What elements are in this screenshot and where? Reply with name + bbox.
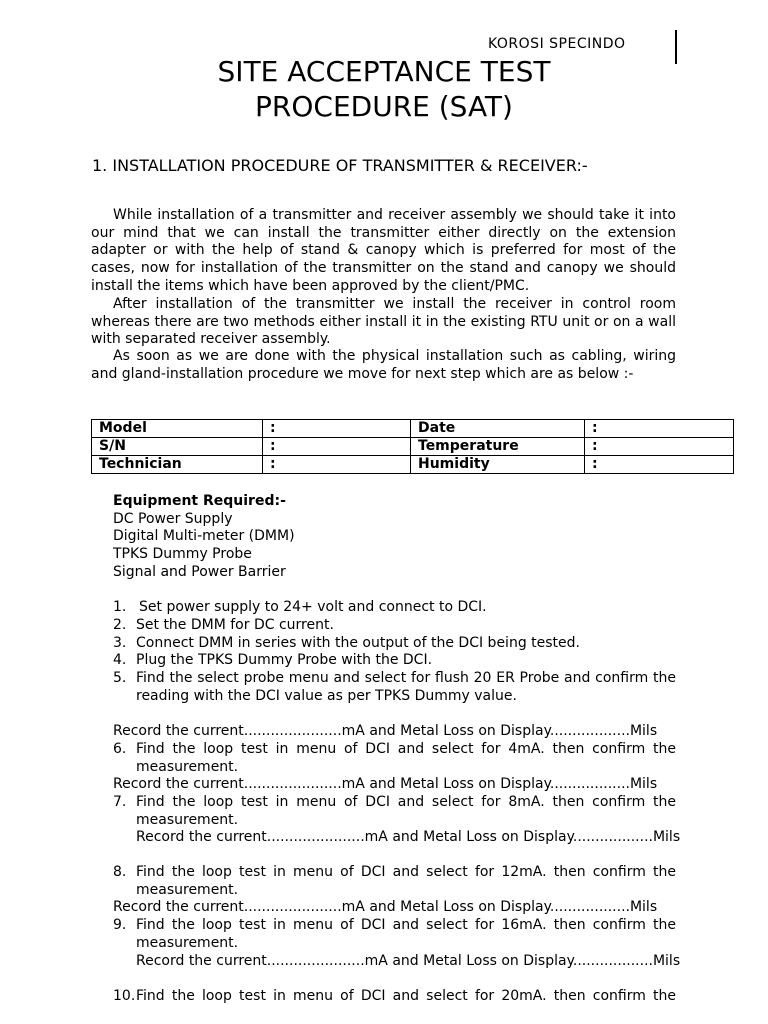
document-title-line1: SITE ACCEPTANCE TEST [217, 55, 551, 88]
record-line: Record the current......................mA and Metal Loss on Display..................Mils [113, 723, 658, 739]
step-text: Find the select probe menu and select for flush 20 ER Probe and confirm the reading with the DCI value as per TPKS Dummy value. [136, 670, 676, 704]
table-row [92, 438, 734, 456]
model-value: : [263, 420, 411, 438]
step-8 [113, 864, 676, 899]
paragraph-installation: While installation of a transmitter and receiver assembly we should take it into our mind that we can install the transmitter either directly on the extension adapter or with the help of stand & canopy which is preferred for most of the cases, now for installation of the transmitter on the stand and canopy we should install the items which have been approved by the client/PMC. [91, 207, 676, 294]
step-7 [113, 794, 676, 829]
technician-value: : [263, 456, 411, 474]
step-6 [113, 741, 676, 776]
step-text: Set power supply to 24+ volt and connect to DCI. [139, 599, 487, 615]
step-text: Set the DMM for DC current. [136, 617, 334, 633]
date-value: : [585, 420, 734, 438]
step-number: 5. [113, 670, 127, 686]
step-text: Find the loop test in menu of DCI and select for 12mA. then confirm the measurement. [136, 864, 676, 898]
step-text: Find the loop test in menu of DCI and select for 16mA. then confirm the measurement. [136, 917, 676, 951]
company-name: KOROSI SPECINDO [488, 36, 626, 52]
step-text: Plug the TPKS Dummy Probe with the DCI. [136, 652, 433, 668]
step-number: 9. [113, 917, 127, 933]
step-10 [113, 988, 676, 1006]
equipment-list [113, 493, 295, 582]
step-number: 4. [113, 652, 127, 668]
step-1 [113, 599, 676, 617]
step-number: 3. [113, 635, 127, 651]
serial-label: S/N [92, 438, 263, 456]
model-label: Model [92, 420, 263, 438]
section-heading: 1. INSTALLATION PROCEDURE OF TRANSMITTER & RECEIVER:- [92, 156, 588, 175]
record-line: Record the current......................mA and Metal Loss on Display..................Mils [136, 829, 681, 845]
step-text: Find the loop test in menu of DCI and select for 8mA. then confirm the measurement. [136, 794, 676, 828]
temperature-value: : [585, 438, 734, 456]
step-number: 1. [113, 599, 127, 615]
info-table [91, 419, 734, 474]
step-number: 7. [113, 794, 127, 810]
step-number: 8. [113, 864, 127, 880]
step-text: Find the loop test in menu of DCI and select for 20mA. then confirm the [136, 988, 676, 1004]
list-item: TPKS Dummy Probe [113, 546, 252, 563]
list-item: Signal and Power Barrier [113, 563, 286, 580]
list-item: DC Power Supply [113, 510, 233, 527]
step-number: 2. [113, 617, 127, 633]
technician-label: Technician [92, 456, 263, 474]
list-item: Digital Multi-meter (DMM) [113, 528, 295, 545]
step-5 [113, 670, 676, 705]
step-number: 6. [113, 741, 127, 757]
step-4 [113, 652, 676, 670]
date-label: Date [411, 420, 585, 438]
record-line: Record the current......................mA and Metal Loss on Display..................Mils [113, 899, 658, 915]
step-text: Connect DMM in series with the output of the DCI being tested. [136, 635, 580, 651]
paragraph-receiver: After installation of the transmitter we install the receiver in control room whereas there are two methods either install it in the existing RTU unit or on a wall with separated receiver assembly. [91, 296, 676, 348]
table-row [92, 456, 734, 474]
table-row [92, 420, 734, 438]
paragraph-next-step: As soon as we are done with the physical installation such as cabling, wiring and gland-installation procedure we move for next step which are as below :- [91, 348, 676, 382]
record-line: Record the current......................mA and Metal Loss on Display..................Mils [136, 953, 681, 969]
record-line: Record the current......................mA and Metal Loss on Display..................Mils [113, 776, 658, 792]
step-number: 10. [113, 988, 136, 1004]
document-title-line2: PROCEDURE (SAT) [255, 90, 513, 123]
serial-value: : [263, 438, 411, 456]
temperature-label: Temperature [411, 438, 585, 456]
step-3 [113, 635, 676, 653]
humidity-value: : [585, 456, 734, 474]
step-text: Find the loop test in menu of DCI and select for 4mA. then confirm the measurement. [136, 741, 676, 775]
equipment-heading: Equipment Required:- [113, 493, 286, 509]
step-2 [113, 617, 676, 635]
step-9 [113, 917, 676, 952]
humidity-label: Humidity [411, 456, 585, 474]
